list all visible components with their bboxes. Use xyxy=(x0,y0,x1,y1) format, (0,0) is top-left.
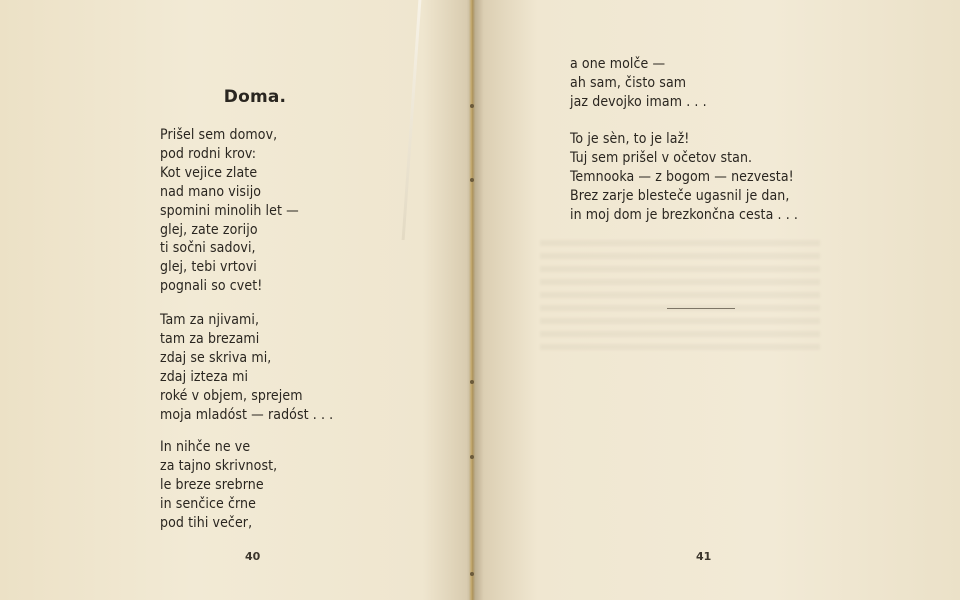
verse-line: Prišel sem domov, xyxy=(160,127,278,143)
verse-line: pod tihi večer, xyxy=(160,514,253,531)
stitch-mark xyxy=(470,178,474,182)
poem-title: Doma. xyxy=(223,87,287,107)
stanza xyxy=(570,130,798,225)
verse-line: Tam za njivami, xyxy=(160,312,260,328)
verse-line: Brez zarje blesteče ugasnil je dan, xyxy=(570,187,790,204)
end-divider xyxy=(667,308,735,309)
stitch-mark xyxy=(470,380,474,384)
verse-line: To je sèn, to je laž! xyxy=(570,131,690,147)
verse-line: pod rodni krov: xyxy=(160,145,257,162)
verse-line: Temnooka — z bogom — nezvesta! xyxy=(570,168,794,185)
stitch-mark xyxy=(470,572,474,576)
verse-line: spomini minolih let — xyxy=(160,202,299,219)
verse-line: ti sočni sadovi, xyxy=(160,240,256,257)
verse-line: roké v objem, sprejem xyxy=(160,387,303,404)
verse-line: moja mladóst — radóst . . . xyxy=(160,406,334,423)
verse-line: tam za brezami xyxy=(160,330,260,347)
stanza xyxy=(160,438,277,533)
verse-line: glej, zate zorijo xyxy=(160,221,258,238)
verse-line: a one molče — xyxy=(570,56,666,72)
verse-line: zdaj izteza mi xyxy=(160,368,249,385)
verse-line: glej, tebi vrtovi xyxy=(160,259,257,276)
right-page xyxy=(490,0,960,600)
stitch-mark xyxy=(470,455,474,459)
verse-line: jaz devojko imam . . . xyxy=(570,93,707,110)
verse-line: In nihče ne ve xyxy=(160,439,251,455)
verse-line: nad mano visijo xyxy=(160,183,262,200)
verse-line: in senčice črne xyxy=(160,495,256,512)
verse-line: le breze srebrne xyxy=(160,476,264,493)
stanza xyxy=(570,55,707,112)
page-number: 40 xyxy=(245,550,261,563)
verse-line: zdaj se skriva mi, xyxy=(160,349,272,366)
verse-line: Tuj sem prišel v očetov stan. xyxy=(570,149,753,166)
verse-line: pognali so cvet! xyxy=(160,278,263,295)
verse-line: ah sam, čisto sam xyxy=(570,74,687,91)
verse-line: Kot vejice zlate xyxy=(160,164,258,181)
stanza xyxy=(160,311,333,424)
stanza xyxy=(160,126,299,296)
verse-line: in moj dom je brezkončna cesta . . . xyxy=(570,206,799,223)
verse-line: za tajno skrivnost, xyxy=(160,457,278,474)
page-number: 41 xyxy=(696,550,712,563)
stitch-mark xyxy=(470,104,474,108)
